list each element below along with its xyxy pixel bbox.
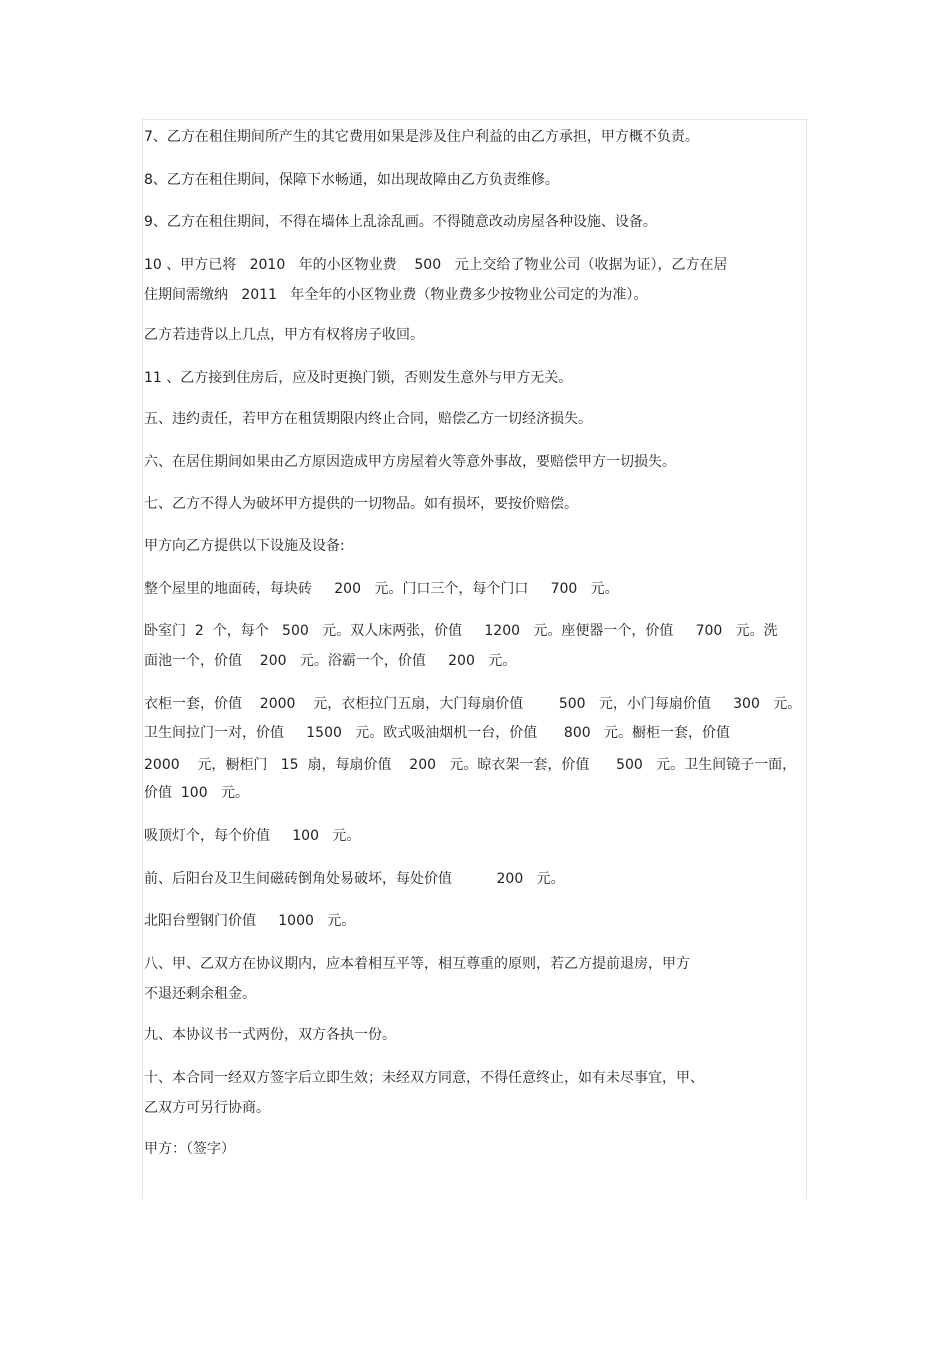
section-7: 七、乙方不得人为破坏甲方提供的一切物品。如有损坏，要按价赔偿。 bbox=[144, 496, 578, 512]
section-6: 六、在居住期间如果由乙方原因造成甲方房屋着火等意外事故，要赔偿甲方一切损失。 bbox=[144, 454, 676, 470]
section-8-line-1: 八、甲、乙双方在协议期内，应本着相互平等，相互尊重的原则，若乙方提前退房，甲方 bbox=[144, 956, 690, 972]
breach-note: 乙方若违背以上几点，甲方有权将房子收回。 bbox=[144, 327, 424, 343]
section-8-line-2: 不退还剩余租金。 bbox=[144, 986, 256, 1002]
facilities-line-8: 吸顶灯个，每个价值 100 元。 bbox=[144, 828, 361, 844]
facilities-line-7: 价值 100 元。 bbox=[144, 785, 249, 801]
clause-8: 8、乙方在租住期间，保障下水畅通，如出现故障由乙方负责维修。 bbox=[144, 172, 559, 188]
facilities-line-2: 卧室门 2 个，每个 500 元。双人床两张，价值 1200 元。座便器一个，价值 700 元。洗 bbox=[144, 623, 778, 639]
section-10-line-1: 十、本合同一经双方签字后立即生效；未经双方同意，不得任意终止，如有未尽事宜，甲、 bbox=[144, 1070, 704, 1086]
facilities-line-9: 前、后阳台及卫生间磁砖倒角处易破坏，每处价值 200 元。 bbox=[144, 871, 565, 887]
section-5: 五、违约责任，若甲方在租赁期限内终止合同，赔偿乙方一切经济损失。 bbox=[144, 411, 592, 427]
facilities-line-1: 整个屋里的地面砖，每块砖 200 元。门口三个，每个门口 700 元。 bbox=[144, 581, 619, 597]
facilities-line-10: 北阳台塑钢门价值 1000 元。 bbox=[144, 913, 356, 929]
clause-7: 7、乙方在租住期间所产生的其它费用如果是涉及住户利益的由乙方承担，甲方概不负责。 bbox=[144, 129, 699, 145]
party-a-signature: 甲方：（签字） bbox=[144, 1141, 235, 1157]
section-9: 九、本协议书一式两份，双方各执一份。 bbox=[144, 1027, 396, 1043]
facilities-line-4: 衣柜一套，价值 2000 元，衣柜拉门五扇，大门每扇价值 500 元，小门每扇价值 300 元。 bbox=[144, 696, 802, 712]
section-10-line-2: 乙双方可另行协商。 bbox=[144, 1100, 270, 1116]
facilities-line-3: 面池一个，价值 200 元。浴霸一个，价值 200 元。 bbox=[144, 653, 517, 669]
facilities-heading: 甲方向乙方提供以下设施及设备: bbox=[144, 538, 345, 554]
clause-10-line-1: 10 、甲方已将 2010 年的小区物业费 500 元上交给了物业公司（收据为证），乙方在居 bbox=[144, 257, 728, 273]
clause-11: 11 、乙方接到住房后，应及时更换门锁，否则发生意外与甲方无关。 bbox=[144, 370, 573, 386]
clause-10-line-2: 住期间需缴纳 2011 年全年的小区物业费（物业费多少按物业公司定的为准）。 bbox=[144, 287, 648, 303]
facilities-line-6: 2000 元，橱柜门 15 扇，每扇价值 200 元。晾衣架一套，价值 500 元。卫生间镜子一面， bbox=[144, 757, 797, 773]
facilities-line-5: 卫生间拉门一对，价值 1500 元。欧式吸油烟机一台，价值 800 元。橱柜一套，价值 bbox=[144, 725, 731, 741]
clause-9: 9、乙方在租住期间，不得在墙体上乱涂乱画。不得随意改动房屋各种设施、设备。 bbox=[144, 214, 657, 230]
